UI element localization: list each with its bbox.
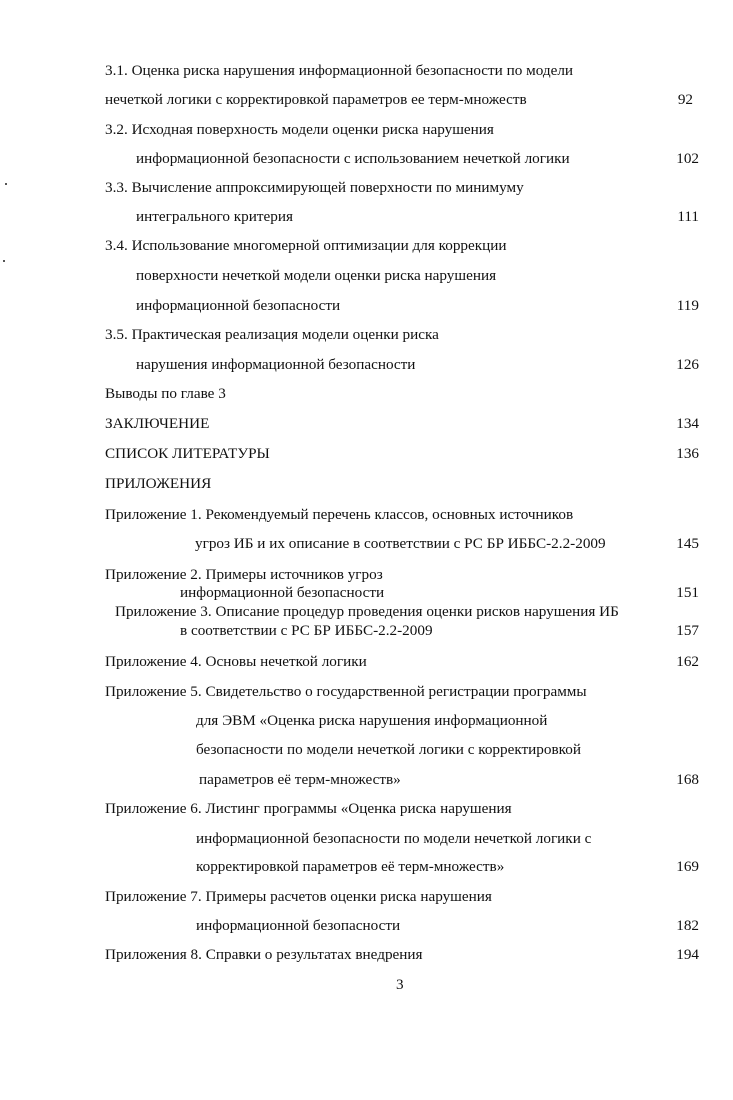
toc-entry-conclusion-page[interactable]: 134 (676, 415, 699, 432)
toc-entry-bibliography[interactable]: СПИСОК ЛИТЕРАТУРЫ (105, 445, 270, 462)
toc-entry-appendices[interactable]: ПРИЛОЖЕНИЯ (105, 475, 212, 492)
toc-entry-conclusions-ch3[interactable]: Выводы по главе 3 (105, 385, 226, 402)
toc-entry-appendix-6-line2[interactable]: информационной безопасности по модели нечеткой логики с (196, 830, 592, 847)
toc-entry-appendix-1-line1[interactable]: Приложение 1. Рекомендуемый перечень классов, основных источников (105, 506, 574, 523)
toc-entry-appendix-4[interactable]: Приложение 4. Основы нечеткой логики (105, 653, 367, 670)
toc-entry-bibliography-page[interactable]: 136 (676, 445, 699, 462)
toc-entry-appendix-2-line2[interactable]: информационной безопасности (180, 584, 385, 601)
toc-entry-appendix-5-page[interactable]: 168 (676, 771, 699, 788)
toc-entry-appendix-8-page[interactable]: 194 (676, 946, 699, 963)
toc-entry-appendix-5-line4[interactable]: параметров её терм-множеств» (199, 771, 401, 788)
toc-entry-appendix-3-page[interactable]: 157 (676, 622, 699, 639)
toc-entry-appendix-6-page[interactable]: 169 (676, 858, 699, 875)
toc-entry-3-1-line1[interactable]: 3.1. Оценка риска нарушения информационной безопасности по модели (105, 62, 574, 79)
toc-entry-3-3-page[interactable]: 111 (677, 208, 699, 225)
toc-entry-appendix-2-page[interactable]: 151 (676, 584, 699, 601)
toc-entry-3-3-line2[interactable]: интегрального критерия (136, 208, 293, 225)
toc-entry-3-4-line2[interactable]: поверхности нечеткой модели оценки риска нарушения (136, 267, 497, 284)
toc-entry-3-3-line1[interactable]: 3.3. Вычисление аппроксимирующей поверхности по минимуму (105, 179, 524, 196)
toc-entry-3-1-line2[interactable]: нечеткой логики с корректировкой параметров ее терм-множеств (105, 91, 527, 108)
scan-speck (3, 260, 5, 262)
toc-entry-appendix-3-line1[interactable]: Приложение 3. Описание процедур проведения оценки рисков нарушения ИБ (115, 603, 619, 620)
toc-entry-appendix-3-line2[interactable]: в соответствии с РС БР ИББС-2.2-2009 (180, 622, 433, 639)
toc-entry-3-4-page[interactable]: 119 (676, 297, 699, 314)
toc-entry-appendix-5-line1[interactable]: Приложение 5. Свидетельство о государственной регистрации программы (105, 683, 587, 700)
toc-entry-appendix-6-line3[interactable]: корректировкой параметров её терм-множеств» (196, 858, 505, 875)
toc-entry-appendix-1-line2[interactable]: угроз ИБ и их описание в соответствии с РС БР ИББС-2.2-2009 (195, 535, 606, 552)
toc-entry-appendix-4-page[interactable]: 162 (676, 653, 699, 670)
toc-entry-appendix-7-page[interactable]: 182 (676, 917, 699, 934)
toc-entry-conclusion[interactable]: ЗАКЛЮЧЕНИЕ (105, 415, 210, 432)
toc-entry-3-2-page[interactable]: 102 (676, 150, 699, 167)
toc-entry-3-2-line2[interactable]: информационной безопасности с использованием нечеткой логики (136, 150, 570, 167)
toc-entry-appendix-5-line3[interactable]: безопасности по модели нечеткой логики с корректировкой (196, 741, 581, 758)
toc-entry-3-4-line1[interactable]: 3.4. Использование многомерной оптимизации для коррекции (105, 237, 507, 254)
toc-entry-appendix-7-line1[interactable]: Приложение 7. Примеры расчетов оценки риска нарушения (105, 888, 492, 905)
toc-entry-3-2-line1[interactable]: 3.2. Исходная поверхность модели оценки риска нарушения (105, 121, 494, 138)
page-number: 3 (396, 976, 404, 993)
toc-entry-3-4-line3[interactable]: информационной безопасности (136, 297, 341, 314)
toc-entry-appendix-1-page[interactable]: 145 (676, 535, 699, 552)
toc-entry-appendix-8[interactable]: Приложения 8. Справки о результатах внедрения (105, 946, 423, 963)
toc-entry-3-5-line2[interactable]: нарушения информационной безопасности (136, 356, 416, 373)
toc-entry-appendix-5-line2[interactable]: для ЭВМ «Оценка риска нарушения информационной (196, 712, 548, 729)
toc-entry-appendix-2-line1[interactable]: Приложение 2. Примеры источников угроз (105, 566, 383, 583)
toc-entry-3-1-page[interactable]: 92 (677, 91, 693, 108)
toc-entry-appendix-6-line1[interactable]: Приложение 6. Листинг программы «Оценка риска нарушения (105, 800, 512, 817)
toc-entry-appendix-7-line2[interactable]: информационной безопасности (196, 917, 401, 934)
scan-speck (5, 183, 7, 185)
toc-entry-3-5-line1[interactable]: 3.5. Практическая реализация модели оценки риска (105, 326, 439, 343)
toc-entry-3-5-page[interactable]: 126 (676, 356, 699, 373)
